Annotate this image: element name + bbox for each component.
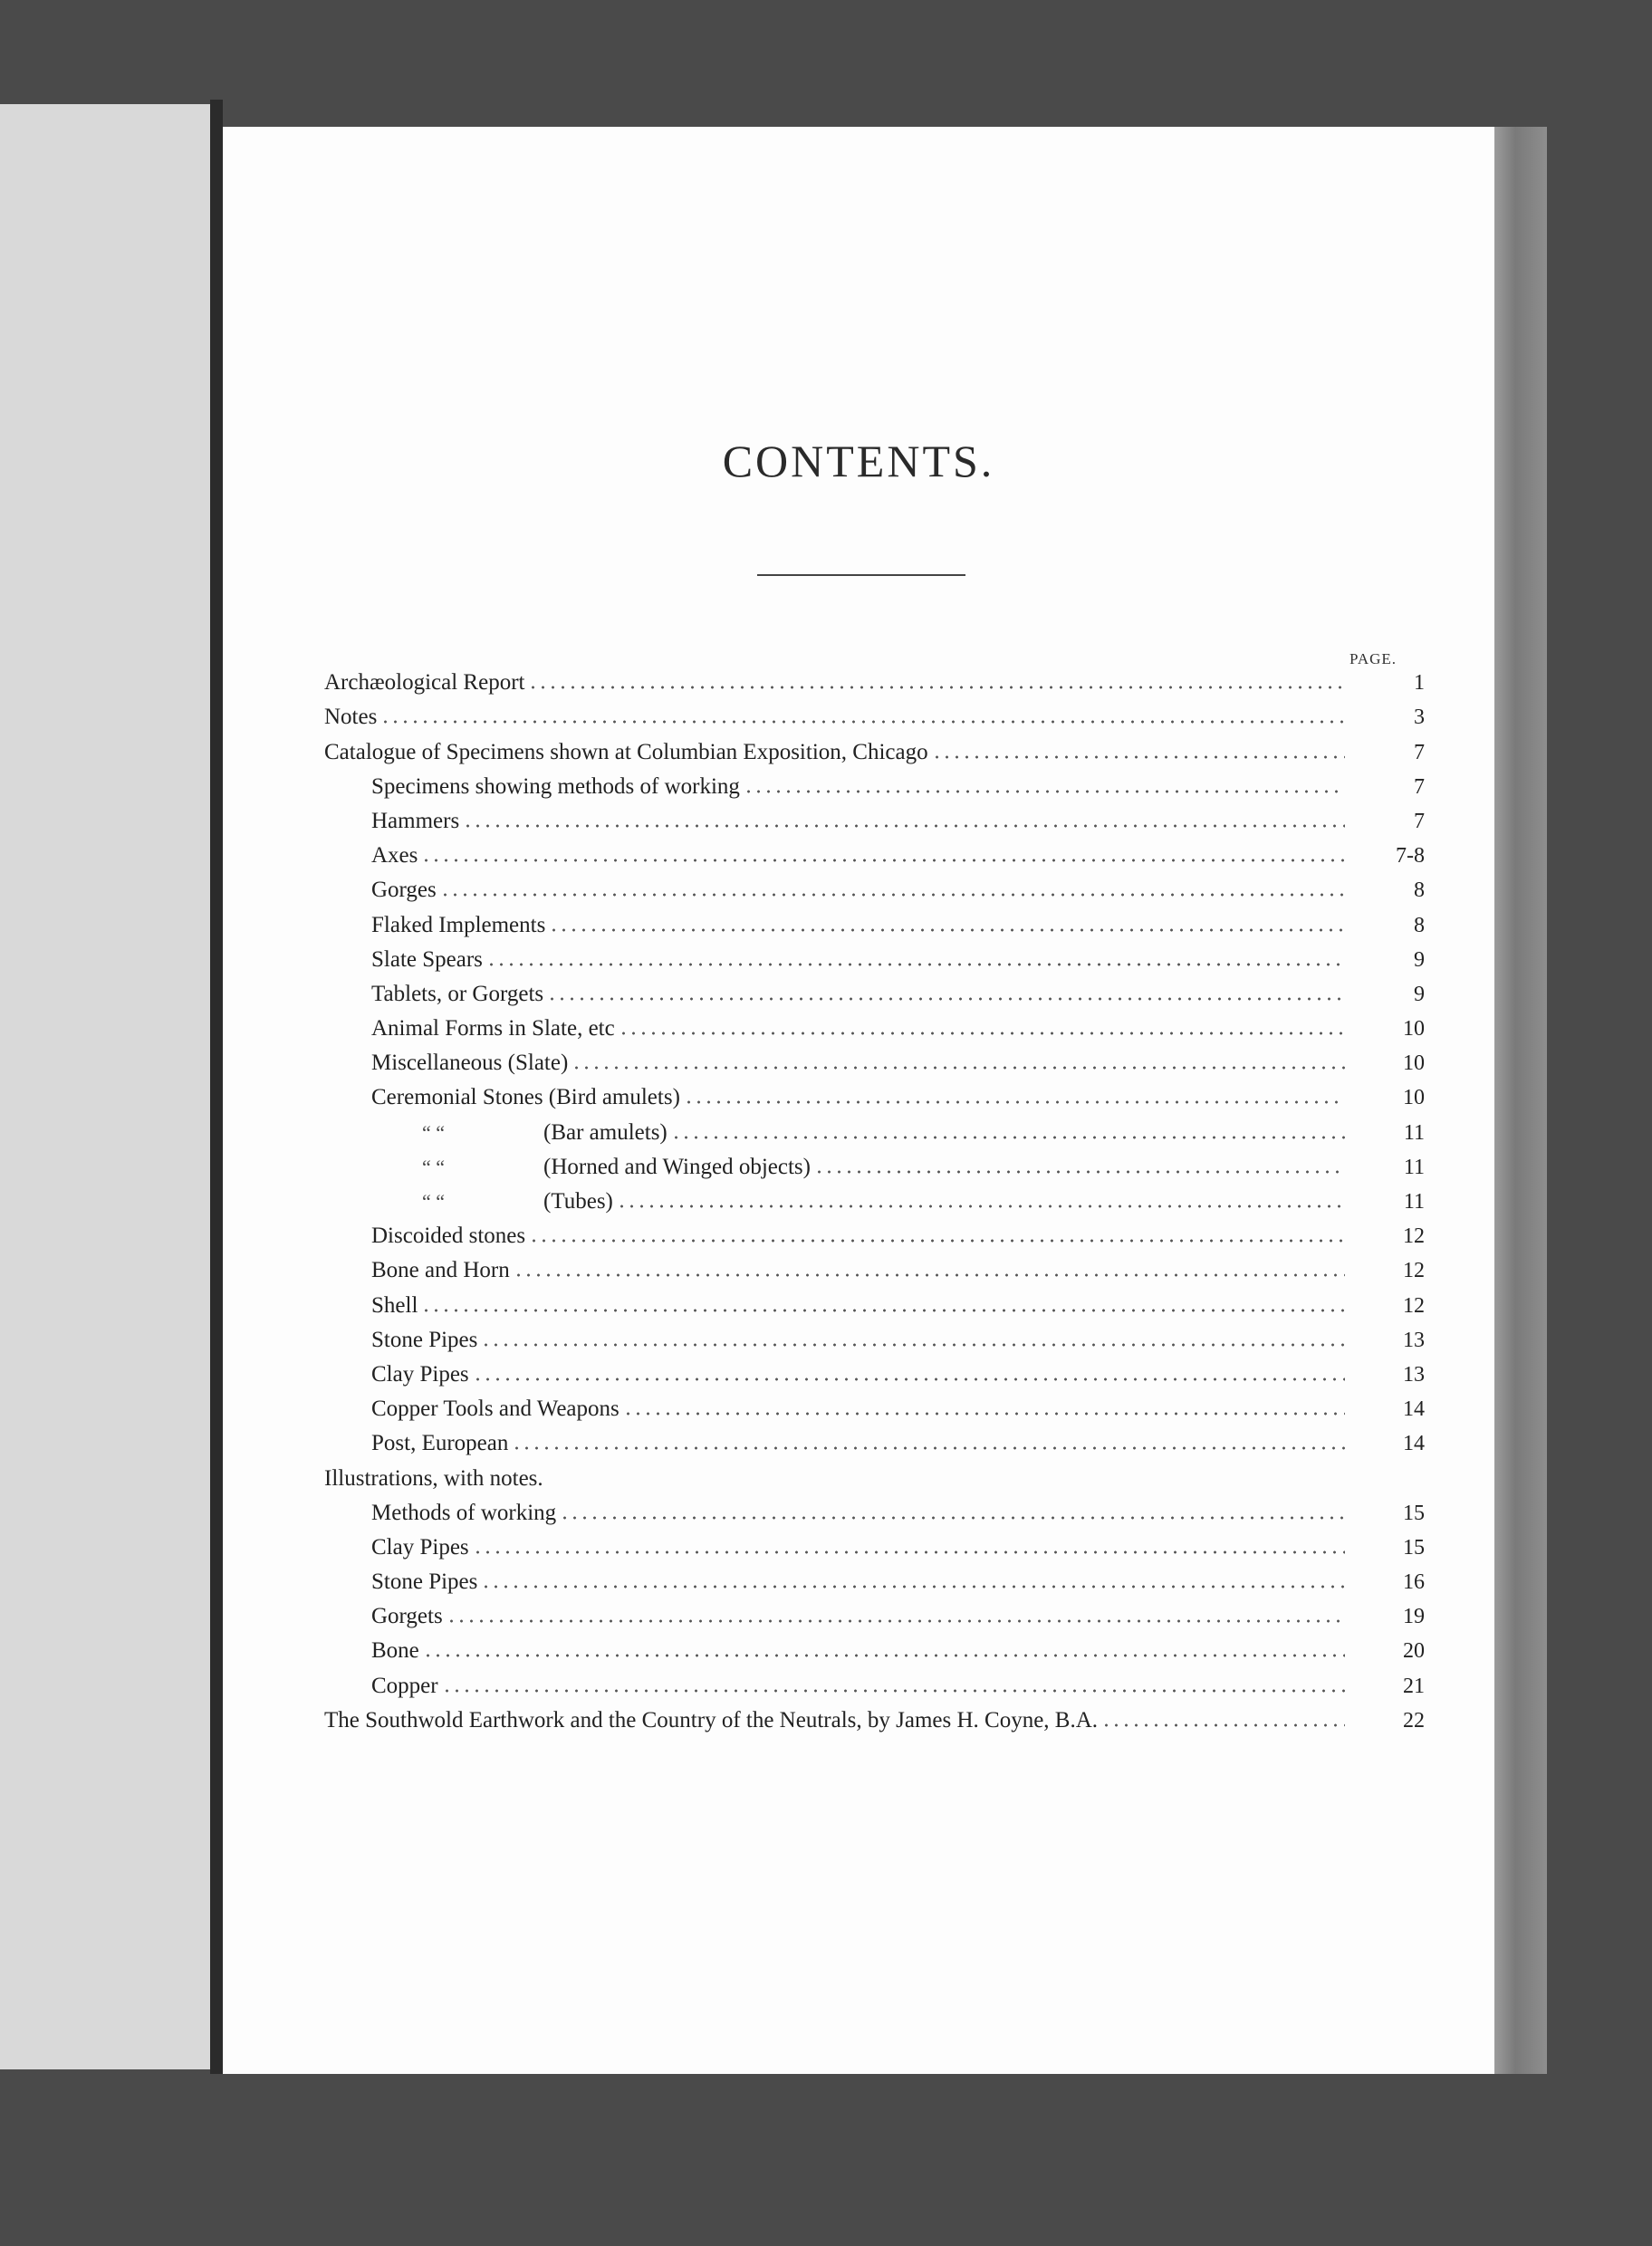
dot-leader [463, 823, 1345, 829]
toc-entry-text: Ceremonial Stones (Bird amulets) [371, 1085, 680, 1110]
toc-entry [324, 1247, 1425, 1281]
toc-entry-page: 7 [1414, 740, 1425, 764]
toc-entry-text: Stone Pipes [371, 1327, 478, 1352]
toc-entry-title [324, 1156, 814, 1178]
toc-entry [324, 1593, 1425, 1627]
toc-entry-title [324, 1363, 473, 1386]
dot-leader [547, 996, 1345, 1002]
toc-entry-page: 14 [1403, 1432, 1425, 1456]
toc-entry-text: Gorges [371, 878, 437, 903]
toc-entry-page: 14 [1403, 1397, 1425, 1422]
toc-entry-title [324, 1536, 473, 1559]
toc-entry [324, 971, 1425, 1005]
toc-entry [324, 1351, 1425, 1386]
toc-entry [324, 1454, 1425, 1489]
toc-entry-title [324, 1709, 1101, 1732]
toc-entry-text: Flaked Implements [371, 912, 546, 937]
toc-entry-text: Stone Pipes [371, 1569, 478, 1595]
dot-leader [560, 1515, 1345, 1521]
toc-entry-page: 9 [1414, 947, 1425, 972]
toc-entry [324, 1386, 1425, 1420]
toc-entry-page: 21 [1403, 1674, 1425, 1698]
dot-leader [481, 1584, 1345, 1589]
dot-leader [481, 1342, 1345, 1348]
toc-entry-title [324, 1259, 514, 1281]
toc-entry-text: Slate Spears [371, 946, 483, 972]
dot-leader [473, 1550, 1345, 1555]
dot-leader [529, 1238, 1345, 1243]
toc-entry-page: 12 [1403, 1224, 1425, 1249]
dot-leader [447, 1618, 1345, 1624]
dot-leader [421, 858, 1345, 863]
title-rule [757, 574, 965, 576]
toc-entry [324, 763, 1425, 798]
dot-leader [617, 1204, 1345, 1209]
toc-entry-page: 11 [1403, 1155, 1425, 1179]
facing-page [0, 104, 210, 2069]
toc-entry [324, 1074, 1425, 1109]
toc-entry [324, 1040, 1425, 1074]
toc-entry-text: The Southwold Earthwork and the Country of the Neutrals, by James H. Coyne, B.A. [324, 1707, 1099, 1732]
ditto-marks: “ “ [422, 1155, 446, 1178]
toc-entry [324, 1144, 1425, 1178]
toc-entry-page: 8 [1414, 913, 1425, 937]
toc-entry-text: (Tubes) [543, 1189, 613, 1214]
dot-leader [440, 892, 1345, 897]
dot-leader [744, 789, 1345, 794]
toc-entry-page: 3 [1414, 705, 1425, 730]
toc-entry-page: 11 [1403, 1120, 1425, 1145]
toc-entry [324, 1005, 1425, 1040]
toc-entry-text: Copper Tools and Weapons [371, 1397, 620, 1422]
ditto-marks: “ “ [422, 1120, 446, 1144]
toc-entry-page: 10 [1403, 1051, 1425, 1076]
contents-page [223, 127, 1494, 2074]
toc-entry-title [324, 1502, 560, 1524]
toc-entry-title [324, 1605, 447, 1627]
dot-leader [814, 1169, 1345, 1175]
toc-entry-title [324, 671, 528, 694]
ditto-marks: “ “ [422, 1190, 446, 1213]
page-edge [1494, 127, 1547, 2074]
toc-entry-title [324, 1397, 623, 1420]
toc-entry [324, 832, 1425, 867]
toc-entry-page: 10 [1403, 1017, 1425, 1041]
dot-leader [442, 1688, 1345, 1694]
toc-entry-title [324, 844, 421, 867]
toc-entry-text: Tablets, or Gorgets [371, 981, 544, 1006]
toc-entry [324, 1420, 1425, 1454]
toc-entry-page: 12 [1403, 1259, 1425, 1283]
toc-entry-title [324, 775, 744, 798]
toc-entry-text: Discoided stones [371, 1224, 526, 1249]
toc-entry-title [324, 1329, 481, 1351]
toc-entry [324, 1697, 1425, 1732]
toc-entry-title [324, 1121, 671, 1144]
dot-leader [380, 719, 1345, 725]
toc-entry-text: Post, European [371, 1431, 509, 1456]
toc-entry [324, 1109, 1425, 1143]
toc-entry-text: Animal Forms in Slate, etc [371, 1016, 615, 1041]
dot-leader [421, 1308, 1345, 1313]
dot-leader [473, 1377, 1345, 1382]
toc-entry [324, 1559, 1425, 1593]
toc-entry [324, 1662, 1425, 1696]
dot-leader [514, 1272, 1345, 1278]
toc-entry [324, 936, 1425, 971]
toc-entry-title [324, 1639, 423, 1662]
page-title: CONTENTS. [722, 436, 995, 486]
toc-entry [324, 694, 1425, 728]
toc-entry-title [324, 741, 932, 763]
toc-entry-text: Bone and Horn [371, 1258, 510, 1283]
toc-entry-page: 7 [1414, 809, 1425, 833]
toc-entry-text: Gorgets [371, 1604, 443, 1629]
dot-leader [1101, 1723, 1345, 1728]
toc-entry [324, 1490, 1425, 1524]
toc-entry-page: 12 [1403, 1293, 1425, 1318]
toc-entry [324, 1627, 1425, 1662]
dot-leader [549, 927, 1345, 933]
toc-entry-text: Illustrations, with notes. [324, 1465, 543, 1491]
toc-entry [324, 1178, 1425, 1213]
toc-entry-page: 13 [1403, 1362, 1425, 1387]
table-of-contents [324, 659, 1425, 1732]
toc-entry-title [324, 1675, 442, 1697]
toc-entry-text: Methods of working [371, 1500, 557, 1525]
toc-entry-text: Specimens showing methods of working [371, 773, 740, 799]
toc-entry-page: 1 [1414, 671, 1425, 696]
toc-entry [324, 1213, 1425, 1247]
toc-entry [324, 901, 1425, 936]
toc-entry [324, 798, 1425, 832]
toc-entry-title [324, 1086, 684, 1109]
toc-entry-text: Copper [371, 1673, 438, 1698]
toc-entry-page: 8 [1414, 878, 1425, 903]
toc-entry-page: 10 [1403, 1086, 1425, 1110]
toc-entry-title [324, 810, 463, 832]
toc-entry-title [324, 983, 547, 1005]
toc-entry-text: Clay Pipes [371, 1534, 469, 1560]
toc-entry-page: 7-8 [1396, 844, 1425, 869]
dot-leader [932, 754, 1345, 760]
toc-entry-title [324, 914, 549, 936]
dot-leader [571, 1065, 1345, 1070]
toc-entry-title [324, 1224, 529, 1247]
dot-leader [547, 1481, 1345, 1486]
toc-entry-page: 9 [1414, 982, 1425, 1006]
dot-leader [528, 685, 1345, 690]
toc-entry-page: 16 [1403, 1570, 1425, 1595]
toc-entry-page: 22 [1403, 1708, 1425, 1732]
toc-entry-page: 20 [1403, 1639, 1425, 1664]
toc-entry-text: Archæological Report [324, 670, 525, 696]
toc-entry [324, 728, 1425, 763]
toc-entry-title [324, 1570, 481, 1593]
dot-leader [671, 1135, 1345, 1140]
toc-entry [324, 1524, 1425, 1559]
toc-entry-title [324, 1432, 512, 1454]
toc-entry-text: Notes [324, 705, 378, 730]
toc-entry [324, 867, 1425, 901]
toc-entry-text: Miscellaneous (Slate) [371, 1051, 569, 1076]
toc-entry [324, 659, 1425, 694]
dot-leader [512, 1445, 1345, 1451]
toc-entry-title [324, 705, 380, 728]
toc-entry [324, 1317, 1425, 1351]
toc-entry-title [324, 948, 486, 971]
page-column-label: PAGE. [1349, 650, 1397, 667]
toc-entry-title [324, 878, 440, 901]
toc-entry-page: 11 [1403, 1190, 1425, 1214]
toc-entry-page: 7 [1414, 774, 1425, 799]
toc-entry-title [324, 1190, 617, 1213]
toc-entry-title [324, 1294, 421, 1317]
book-gutter [210, 100, 223, 2074]
dot-leader [486, 962, 1345, 967]
toc-entry-text: Shell [371, 1292, 418, 1318]
toc-entry-title [324, 1467, 547, 1490]
toc-entry-text: Hammers [371, 808, 460, 833]
dot-leader [623, 1411, 1345, 1416]
toc-entry [324, 1281, 1425, 1316]
toc-entry-text: (Horned and Winged objects) [543, 1154, 811, 1179]
dot-leader [619, 1031, 1345, 1036]
toc-entry-text: Catalogue of Specimens shown at Columbian Exposition, Chicago [324, 739, 928, 764]
toc-entry-page: 15 [1403, 1501, 1425, 1525]
toc-entry-page: 19 [1403, 1605, 1425, 1629]
toc-entry-page: 13 [1403, 1328, 1425, 1352]
toc-entry-text: Axes [371, 843, 418, 869]
toc-entry-title [324, 1017, 619, 1040]
toc-entry-page: 15 [1403, 1535, 1425, 1560]
dot-leader [423, 1653, 1345, 1658]
toc-entry-title [324, 1051, 571, 1074]
toc-entry-text: Clay Pipes [371, 1361, 469, 1387]
dot-leader [684, 1099, 1345, 1105]
toc-entry-text: Bone [371, 1638, 419, 1664]
toc-entry-text: (Bar amulets) [543, 1119, 668, 1145]
